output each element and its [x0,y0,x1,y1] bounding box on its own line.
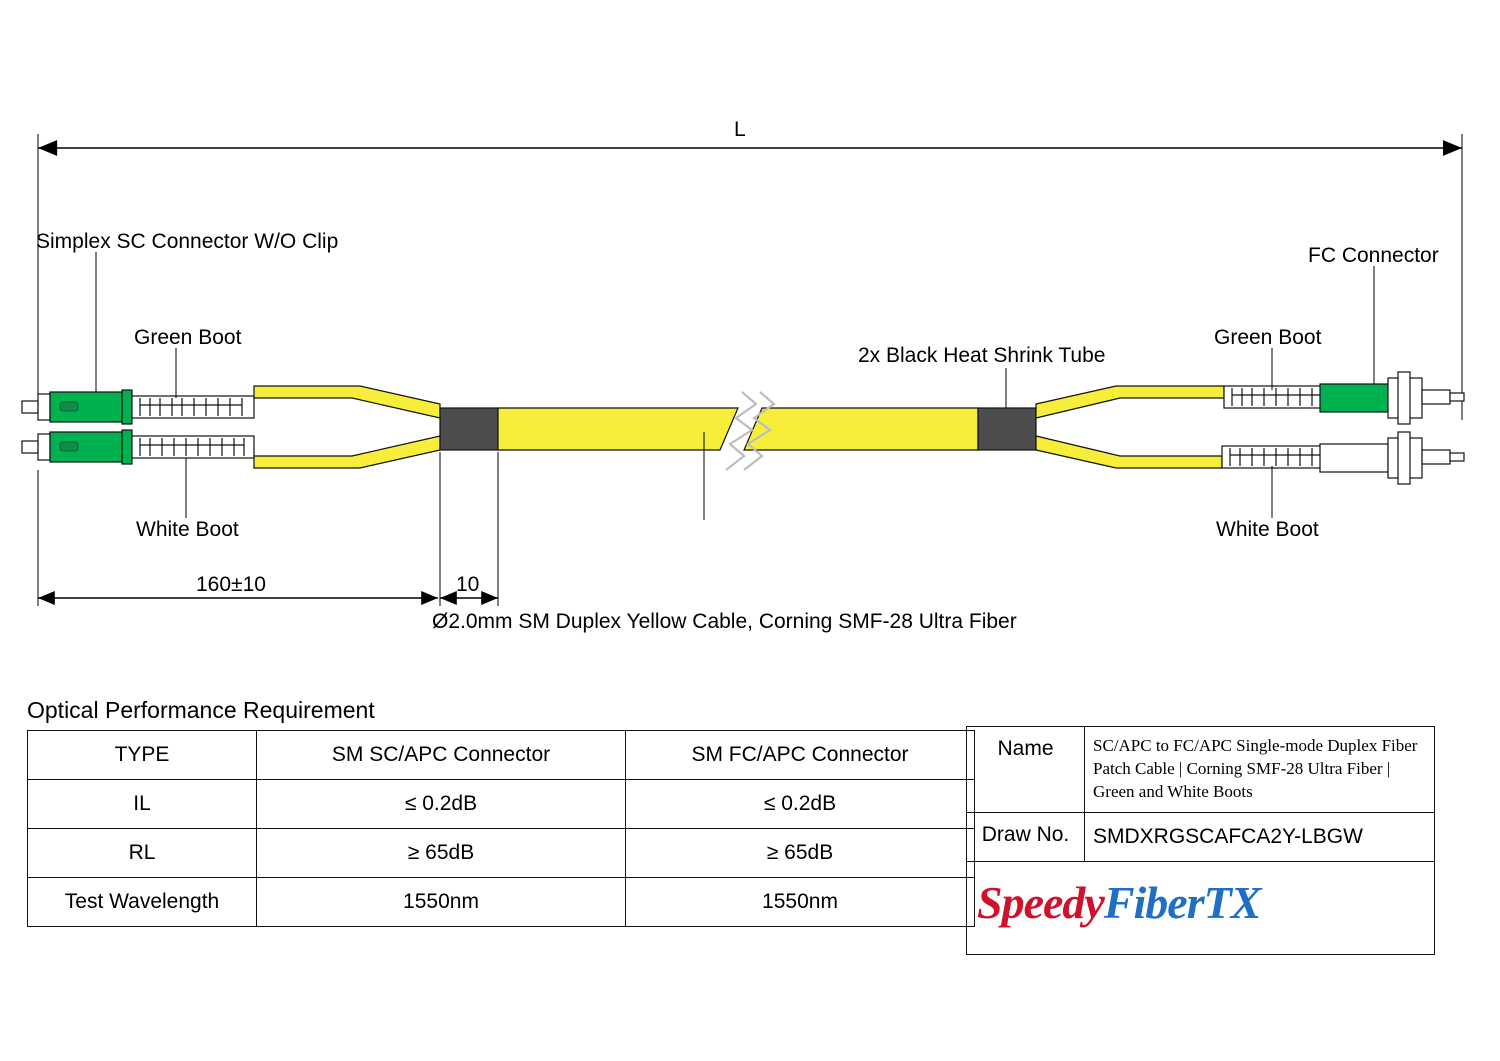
title-block-draw-row [967,813,1434,862]
cell-fc: ≤ 0.2dB [626,780,975,829]
label-overall-length: L [734,118,746,141]
cable-left-legs [254,386,440,468]
draw-no-key: Draw No. [967,813,1085,861]
label-green-boot-left: Green Boot [134,326,242,349]
table-row [28,780,975,829]
sc-connector-upper [22,390,254,424]
cell-sc: 1550nm [257,878,626,927]
dimension-leg-length-text: 160±10 [196,573,266,596]
label-sc-connector: Simplex SC Connector W/O Clip [36,230,339,253]
cell-type: RL [28,829,257,878]
table-row [28,878,975,927]
label-green-boot-right: Green Boot [1214,326,1322,349]
header-type: TYPE [28,731,257,780]
fc-connector-lower [1222,432,1464,484]
heat-shrink-tube-left [440,408,498,450]
label-white-boot-left: White Boot [136,518,239,541]
title-block-logo-row [967,862,1434,954]
header-sc: SM SC/APC Connector [257,731,626,780]
label-heat-shrink-tube: 2x Black Heat Shrink Tube [858,344,1106,367]
label-white-boot-right: White Boot [1216,518,1319,541]
label-cable-spec: Ø2.0mm SM Duplex Yellow Cable, Corning SMF-28 Ultra Fiber [432,610,1017,633]
cell-fc: 1550nm [626,878,975,927]
fc-connector-upper [1224,372,1464,424]
name-key: Name [967,727,1085,812]
brand-logo [967,862,1434,954]
logo-text-fibertx: FiberTX [1103,877,1261,929]
dimension-tube-length-text: 10 [456,573,480,596]
performance-title: Optical Performance Requirement [27,697,375,723]
sc-connector-lower [22,430,254,464]
cell-sc: ≤ 0.2dB [257,780,626,829]
table-row [28,829,975,878]
cell-fc: ≥ 65dB [626,829,975,878]
title-block-name-row [967,727,1434,813]
cell-sc: ≥ 65dB [257,829,626,878]
cell-type: IL [28,780,257,829]
heat-shrink-tube-right [978,408,1036,450]
logo-text-speedy: Speedy [977,877,1104,929]
title-block [966,726,1435,955]
label-fc-connector: FC Connector [1308,244,1439,267]
name-value: SC/APC to FC/APC Single-mode Duplex Fiber Patch Cable | Corning SMF-28 Ultra Fiber | Green and White Boots [1093,736,1418,801]
cell-type: Test Wavelength [28,878,257,927]
draw-no-value: SMDXRGSCAFCA2Y-LBGW [1093,824,1363,848]
cable-right-legs [1036,386,1224,468]
duplex-cable-main [498,392,978,470]
table-header-row [28,731,975,780]
dimension-overall-length [38,134,1462,420]
header-fc: SM FC/APC Connector [626,731,975,780]
performance-table [27,730,975,927]
